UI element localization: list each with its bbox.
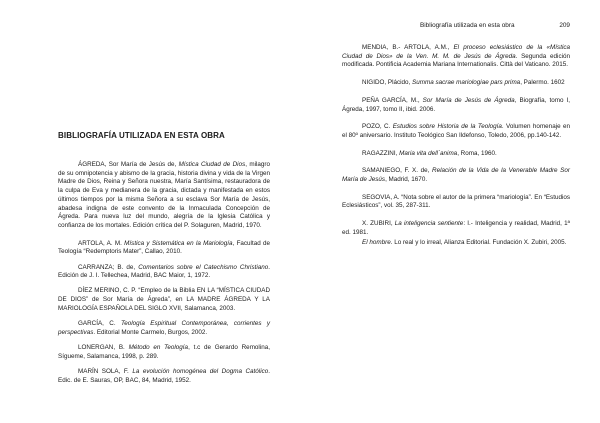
bibliography-entry: GARCÍA, C. Teología Espiritual Contemporánea, corrientes y perspectivas. Editorial Monte Carmelo, Burgos, 2002. <box>58 320 270 336</box>
running-header <box>420 22 570 29</box>
bibliography-entry: PEÑA GARCÍA, M., Sor María de Jesús de Ágreda, Biografía, tomo I, Ágreda, 1997, tomo II, ibid. 2006. <box>342 96 571 113</box>
bibliography-entry: ARTOLA, A. M. Mística y Sistemática en la Mariología, Facultad de Teología “Redemptoris Mater”, Callao, 2010. <box>58 239 271 256</box>
bibliography-entry: SAMANIEGO, F. X. de, Relación de la Vida de la Venerable Madre Sor María de Jesús, Madrid, 1670. <box>342 167 570 184</box>
page-number: 209 <box>559 22 570 29</box>
bibliography-entry: ÁGREDA, Sor María de Jesús de, Mística Ciudad de Dios, milagro de su omnipotencia y abismo de la gracia, historia divina y vida de la Virgen Madre de Dios, Reina y Señora nuestra, María Santísima, restauradora de la culpa de Eva y medianera de la gracia, dictada y manifestada en estos últimos tiempos por la misma Señora a su esclava Sor María de Jesús, abadesa indigna de este convento de la Inmaculada Concepción de Ágreda. Para nueva luz del mundo, alegría de la Iglesia Católica y confianza de los mortales. Edición crítica del P. Solaguren, Madrid, 1970. <box>58 161 270 229</box>
bibliography-entry: SEGOVIA, A. “Nota sobre el autor de la primera “mariología”. En “Estudios Eclesiásticos”, vol. 35, 287-311. <box>342 193 570 210</box>
bibliography-entry: RAGAZZINI, Maria vita dell´anima, Roma, 1960. <box>362 149 497 157</box>
bibliography-entry: DÍEZ MERINO, C. P. “Empleo de la Biblia EN LA “MÍSTICA CIUDAD DE DIOS” de Sor María de Ágreda”, en LA MADRE ÁGREDA Y LA MARIOLOGÍA ESPAÑOLA DEL SIGLO XVII, Salamanca, 2003. <box>58 287 270 312</box>
bibliography-entry: LONERGAN, B. Método en Teología, t.c de Gerardo Remolina, Sígueme, Salamanca, 1998, p. 289. <box>58 343 270 360</box>
bibliography-entry: POZO, C. Estudios sobre Historia de la Teología. Volumen homenaje en el 80º aniversario. Instituto Teológico San Ildefonso, Toledo, 2006, pp.140-142. <box>342 123 571 139</box>
running-title: Bibliografía utilizada en esta obra <box>420 22 515 29</box>
section-title: BIBLIOGRAFÍA UTILIZADA EN ESTA OBRA <box>58 131 225 140</box>
bibliography-entry: El hombre. Lo real y lo irreal, Alianza Editorial. Fundación X. Zubiri, 2005. <box>362 238 567 246</box>
bibliography-entry: MARÍN SOLA, F. La evolución homogénea del Dogma Católico. Edic. de E. Sauras, OP, BAC, 84, Madrid, 1952. <box>58 367 270 384</box>
bibliography-entry: X. ZUBIRI, La inteligencia sentiente: I.- Inteligencia y realidad, Madrid, 1ª ed. 1981. <box>342 220 570 236</box>
right-column <box>342 44 570 254</box>
bibliography-entry: MENDIA, B.- ARTOLA, A.M., El proceso eclesiástico de la «Mística Ciudad de Dios» de la Ven. M. M. de Jesús de Ágreda. Segunda edición modificada. Pontificia Academia Mariana Internationalis. Città del Vaticano. 2015. <box>342 44 570 69</box>
left-column <box>58 161 270 392</box>
bibliography-entry: CARRANZA; B. de, Comentarios sobre el Catechismo Christiano. Edición de J. I. Tellechea, Madrid, BAC Maior, 1, 1972. <box>58 263 270 280</box>
bibliography-entry: NIGIDO, Plácido, Summa sacrae mariologiae pars prima, Palermo. 1602 <box>362 79 565 87</box>
